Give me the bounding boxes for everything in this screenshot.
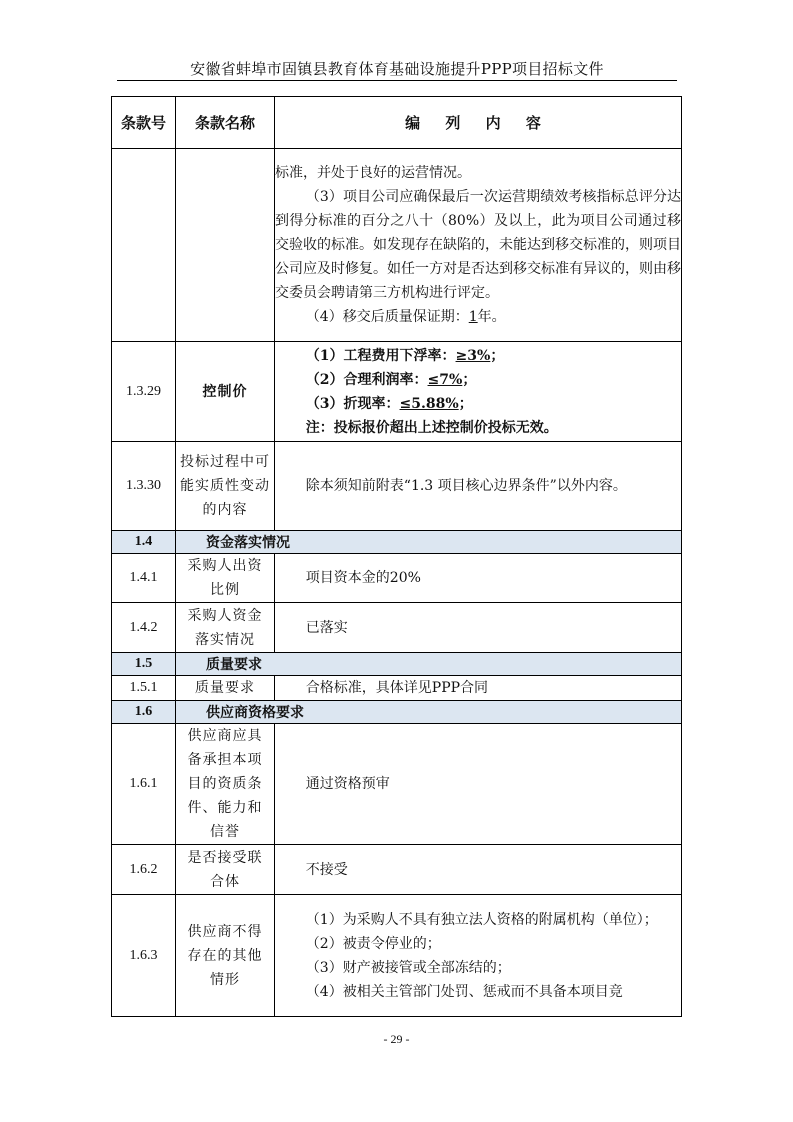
section-number: 1.6 [112,701,176,724]
page-number: - 29 - [383,1032,410,1046]
clause-content: 项目资本金的20% [275,554,682,603]
clause-number: 1.6.3 [112,895,176,1017]
clause-number: 1.3.30 [112,442,176,531]
clause-name: 采购人资金落实情况 [176,603,275,653]
header-rule [117,80,677,81]
clause-content: 通过资格预审 [275,724,682,845]
control-note: 注：投标报价超出上述控制价投标无效。 [305,419,558,436]
warranty-line [275,305,681,329]
list-item: （1）为采购人不具有独立法人资格的附属机构（单位）； [305,911,658,928]
clause-content: 已落实 [275,603,682,653]
warranty-label: （4）移交后质量保证期： [305,309,469,325]
section-title: 资金落实情况 [176,531,682,554]
cell-content-continued [275,149,682,342]
control-item-1: （1）工程费用下浮率：≥3%； [305,347,505,364]
section-number: 1.5 [112,653,176,676]
col-header-content: 编 列 内 容 [275,97,682,149]
clause-name: 采购人出资比例 [176,554,275,603]
clause-number: 1.3.29 [112,342,176,442]
clause-content: 不接受 [275,845,682,895]
warranty-value: 1 [468,309,478,325]
table-row-continued [112,149,682,342]
content-paragraph: （3）项目公司应确保最后一次运营期绩效考核指标总评分达到得分标准的百分之八十（80%）及以上，此为项目公司通过移交验收的标准。如发现存在缺陷的，未能达到移交标准的，则项目公司应及时修复。如任一方对是否达到移交标准有异议的，则由移交委员会聘请第三方机构进行评定。 [275,189,681,301]
clause-number: 1.5.1 [112,676,176,701]
section-title: 质量要求 [176,653,682,676]
clause-name: 控制价 [176,342,275,442]
clause-table [111,96,682,1017]
col-header-name: 条款名称 [176,97,275,149]
cell-number-empty [112,149,176,342]
section-row-1-5 [112,653,682,676]
clause-name: 投标过程中可能实质性变动的内容 [176,442,275,531]
table-header-row [112,97,682,149]
clause-content [275,895,682,1017]
table-row-1-6-1 [112,724,682,845]
clause-name: 供应商应具备承担本项目的资质条件、能力和信誉 [176,724,275,845]
warranty-suffix: 年。 [477,309,506,325]
col-header-number: 条款号 [112,97,176,149]
clause-content: 合格标准，具体详见PPP合同 [275,676,682,701]
control-item-2: （2）合理利润率：≤7%； [305,371,477,388]
clause-name: 供应商不得存在的其他情形 [176,895,275,1017]
clause-number: 1.6.2 [112,845,176,895]
section-row-1-4 [112,531,682,554]
clause-name: 质量要求 [176,676,275,701]
list-item: （3）财产被接管或全部冻结的； [305,959,511,976]
table-row-1-6-2 [112,845,682,895]
cell-name-empty [176,149,275,342]
document-header: 安徽省蚌埠市固镇县教育体育基础设施提升PPP项目招标文件 [190,60,604,78]
section-title: 供应商资格要求 [176,701,682,724]
clause-number: 1.6.1 [112,724,176,845]
section-row-1-6 [112,701,682,724]
section-number: 1.4 [112,531,176,554]
clause-number: 1.4.1 [112,554,176,603]
table-row-1-3-30 [112,442,682,531]
clause-content [275,342,682,442]
clause-number: 1.4.2 [112,603,176,653]
list-item: （2）被责令停业的； [305,935,441,952]
table-row-1-4-2 [112,603,682,653]
control-item-3: （3）折现率：≤5.88%； [305,395,473,412]
clause-content: 除本须知前附表“1.3 项目核心边界条件”以外内容。 [275,442,682,531]
content-line: 标准，并处于良好的运营情况。 [275,165,471,181]
table-row-1-3-29 [112,342,682,442]
table-row-1-4-1 [112,554,682,603]
table-row-1-5-1 [112,676,682,701]
table-row-1-6-3 [112,895,682,1017]
clause-name: 是否接受联合体 [176,845,275,895]
list-item: （4）被相关主管部门处罚、惩戒而不具备本项目竞 [305,983,623,1000]
